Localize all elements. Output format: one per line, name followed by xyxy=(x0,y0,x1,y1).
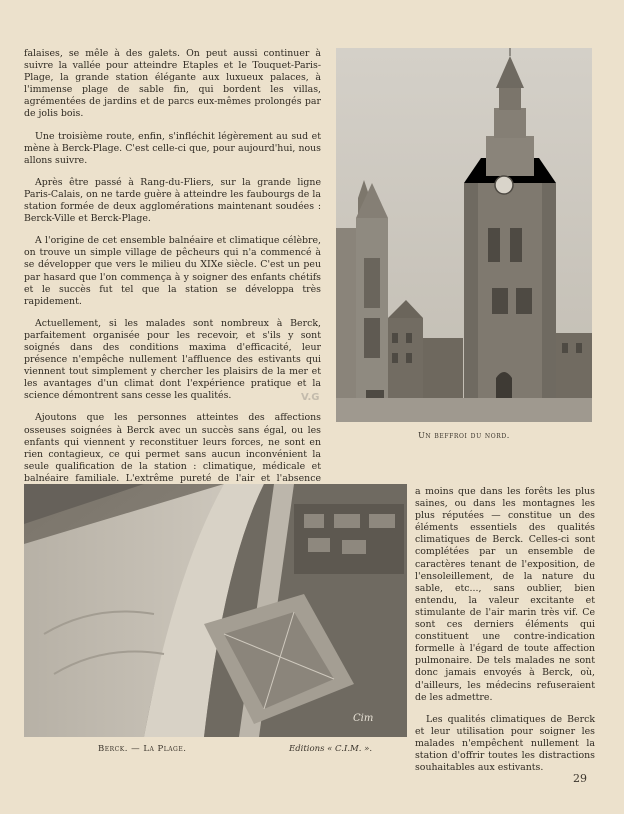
belfry-illustration xyxy=(336,48,592,422)
belfry-photo xyxy=(336,48,592,422)
watermark: V.G xyxy=(301,392,320,403)
paragraph: A l'origine de cet ensemble balnéaire et climatique célèbre, on trouve un simple village de pêcheurs qui n'a commencé à se développer que vers le milieu du XIXe siècle. C'est un peu par hasard que l'on commença à y soigner des enfants chétifs et le succès fut tel que la station se développa très rapidement. xyxy=(24,235,321,307)
paragraph: Après être passé à Rang-du-Fliers, sur la grande ligne Paris-Calais, on ne tarde guère à atteindre les faubourgs de la station formée de deux agglomérations maintenant soudées : Berck-Ville et Berck-Plage. xyxy=(24,176,321,225)
beach-caption: Berck. — La Plage. xyxy=(98,744,187,754)
paragraph: Actuellement, si les malades sont nombreux à Berck, parfaitement organisée pour les recevoir, et s'ils y sont soignés dans des conditions maxima d'efficacité, leur présence n'empêche nullement l'affluence des estivants qui viennent tout simplement y chercher les plaisirs de la mer et les avantages d'un climat dont l'expérience pratique et la science démontrent sans cesse les qualités. xyxy=(24,317,321,402)
belfry-caption: Un beffroi du nord. xyxy=(418,431,510,440)
paragraph: Les qualités climatiques de Berck et leur utilisation pour soigner les malades n'empêchent nullement la station d'offrir toutes les distractions souhaitables aux estivants. xyxy=(415,713,595,774)
photo-credit: Editions « C.I.M. ». xyxy=(289,744,373,754)
paragraph: falaises, se mêle à des galets. On peut aussi continuer à suivre la vallée pour atteindre Etaples et le Touquet-Paris-Plage, la grande station élégante aux luxueux palaces, à l'immense plage de sable fin, qui bordent les villas, agrémentées de jardins et de parcs eux-mêmes prolongés par de jolis bois. xyxy=(24,48,321,120)
left-text-column xyxy=(24,48,321,497)
paragraph: a moins que dans les forêts les plus saines, ou dans les montagnes les plus réputées — constitue un des éléments essentiels des qualités climatiques de Berck. Celles-ci sont complétées par un ensemble de caractères tenant de l'exposition, de l'ensoleillement, de la nature du sable, etc..., sans oublier, bien entendu, la valeur excitante et stimulante de l'air marin très vif. Ce sont ces derniers éléments qui constituent une contre-indication formelle à l'égard de toute affection pulmonaire. De tels malades ne sont donc jamais envoyés à Berck, où, d'ailleurs, les médecins refuseraient de les admettre. xyxy=(415,486,595,703)
photographer-signature: Cim xyxy=(353,713,374,724)
beach-aerial-photo xyxy=(24,484,407,737)
page-number: 29 xyxy=(573,772,587,785)
paragraph: Une troisième route, enfin, s'infléchit légèrement au sud et mène à Berck-Plage. C'est celle-ci que, pour aujourd'hui, nous allons suivre. xyxy=(24,130,321,166)
beach-illustration xyxy=(24,484,407,737)
paragraph: Ajoutons que les personnes atteintes des affections osseuses soignées à Berck avec un succès sans égal, ou les enfants qui viennent y reconstituer leurs forces, ne sont en rien contagieux, ce qui permet sans aucun inconvénient la seule qualification de la station : climatique, médicale et balnéaire familiale. L'extrême pureté de l'air et l'absence xyxy=(24,412,321,484)
right-text-column xyxy=(415,486,595,784)
